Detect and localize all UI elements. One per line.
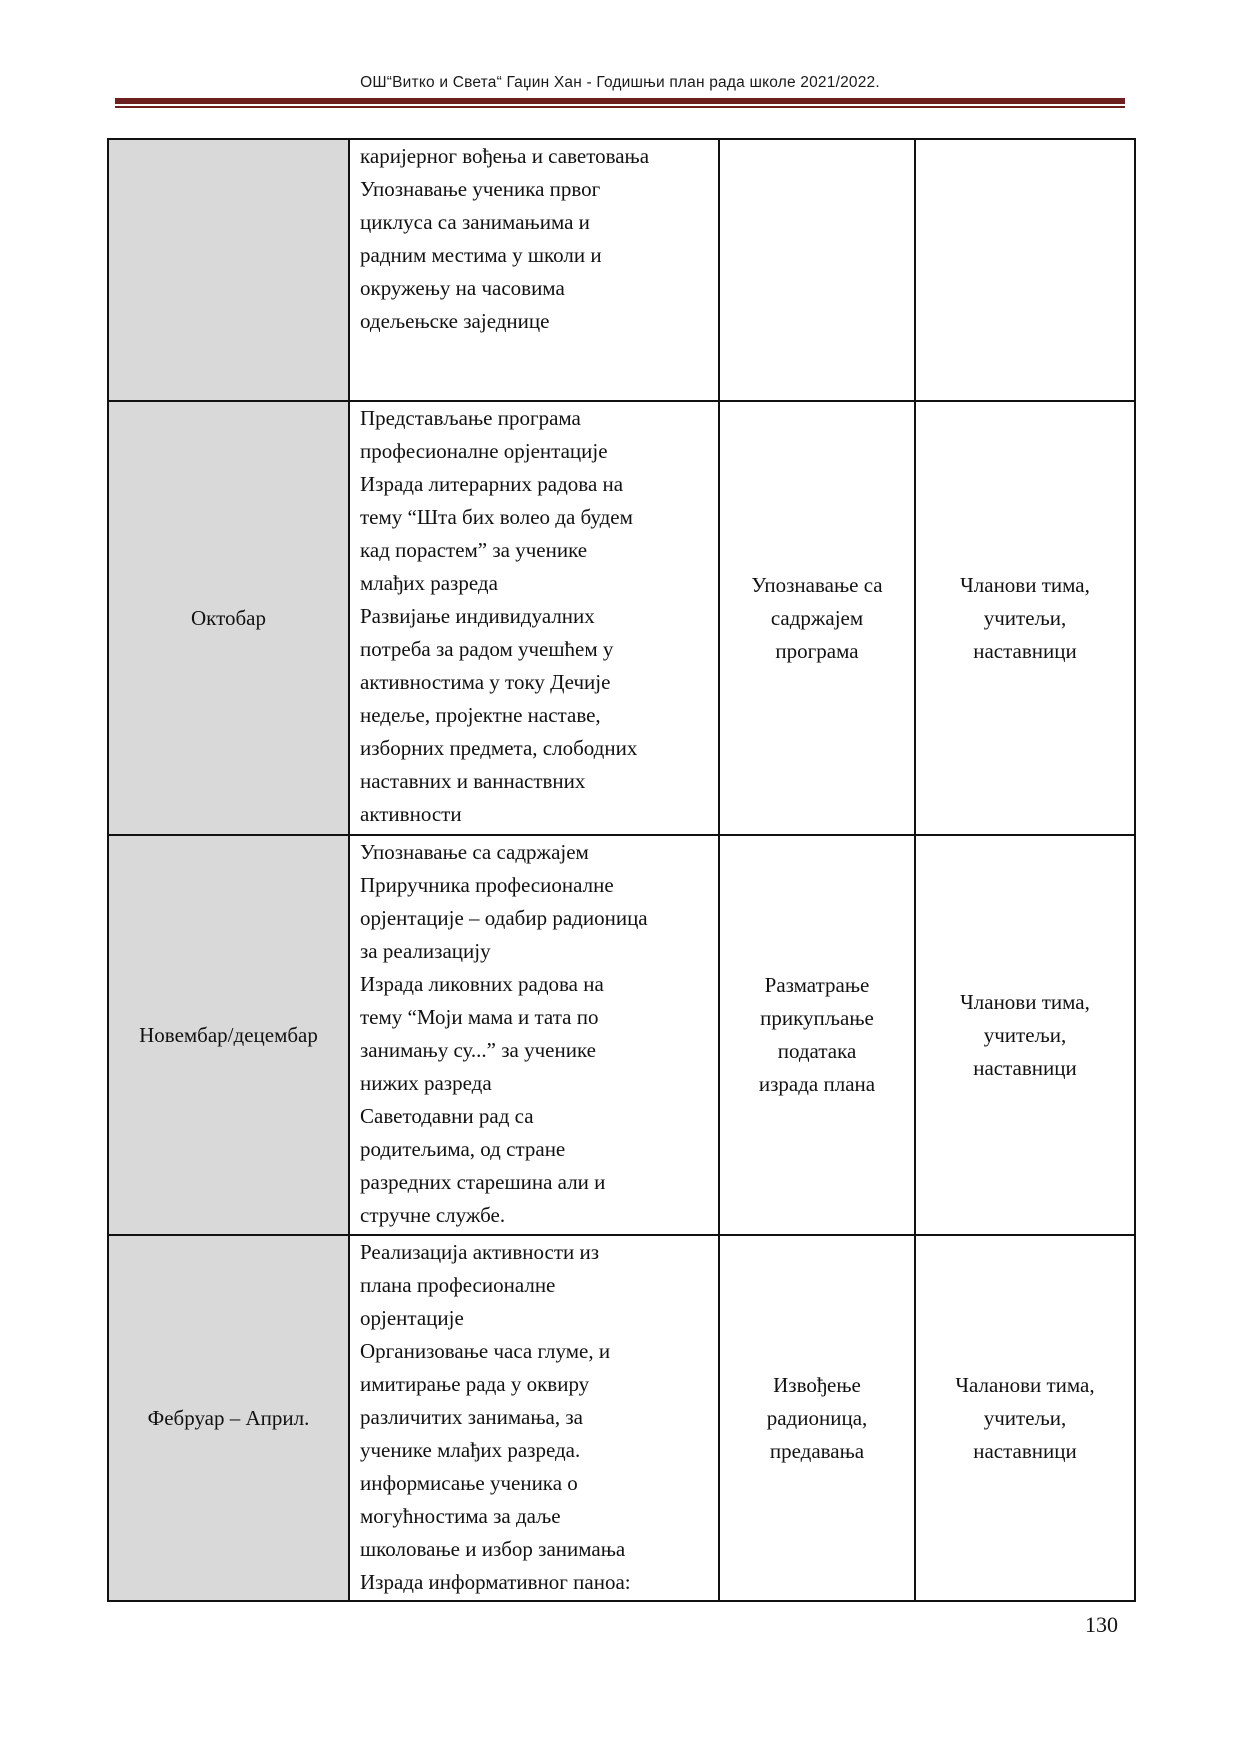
cell-text-line: родитељима, од стране [360, 1137, 566, 1161]
month-cell: Октобар [108, 401, 349, 835]
cell-text-line: прикупљање [760, 1006, 874, 1030]
cell-text-line: активности [360, 802, 462, 826]
cell-text-line: Реализација активности из [360, 1240, 600, 1264]
cell-text-line: одељењске заједнице [360, 309, 550, 333]
cell-text-line: Саветодавни рад са [360, 1104, 534, 1128]
cell-text-line: учитељи, [983, 605, 1067, 630]
page-number: 130 [1085, 1612, 1118, 1637]
table-row [108, 835, 1135, 1235]
cell-text-line: садржајем [770, 605, 864, 630]
cell-text-line: тему “Шта бих волео да будем [360, 505, 633, 529]
table-row [108, 139, 1135, 401]
cell-text-line: разредних старешина али и [360, 1170, 606, 1194]
cell-text-line: орјентације [360, 1306, 464, 1330]
career-guidance-plan-table [107, 138, 1136, 1602]
method-cell [719, 835, 915, 1235]
cell-text-line: информисање ученика о [360, 1471, 578, 1495]
cell-text-line: програма [775, 638, 859, 663]
cell-text-line: Упознавање са [751, 572, 883, 597]
cell-text-line: учитељи, [983, 1405, 1067, 1430]
responsible-cell [915, 401, 1135, 835]
cell-text-line: Разматрање [764, 973, 870, 997]
cell-text-line: Израда информативног паноа: [360, 1570, 631, 1594]
cell-text-line: израда плана [758, 1072, 876, 1096]
method-cell [719, 139, 915, 401]
cell-text-line: предавања [769, 1438, 865, 1463]
document-header-title: ОШ“Витко и Света“ Гаџин Хан - Годишњи план рада школе 2021/2022. [360, 74, 880, 91]
table-row [108, 401, 1135, 835]
cell-text-line: недеље, пројектне наставе, [360, 703, 601, 727]
cell-text-line: могућностима за даље [360, 1504, 561, 1528]
cell-text-line: орјентације – одабир радионица [360, 906, 648, 930]
activities-cell [349, 835, 719, 1235]
responsible-cell [915, 1235, 1135, 1601]
cell-text-line: различитих занимања, за [360, 1405, 583, 1429]
cell-text-line: Упознавање са садржајем [360, 840, 589, 864]
cell-text-line: радним местима у школи и [360, 243, 602, 267]
cell-text-line: изборних предмета, слободних [360, 736, 638, 760]
cell-text-line: наставници [973, 1438, 1077, 1463]
activities-cell [349, 1235, 719, 1601]
month-cell: Новембар/децембар [108, 835, 349, 1235]
table-row [108, 1235, 1135, 1601]
cell-text-line: учитељи, [983, 1022, 1067, 1047]
cell-text-line: Организовање часа глуме, и [360, 1339, 611, 1363]
cell-text-line: каријерног вођења и саветовања [360, 144, 650, 168]
cell-text-line: Приручника професионалне [360, 873, 614, 897]
cell-text-line: Чланови тима, [960, 989, 1090, 1014]
cell-text-line: потреба за радом учешћем у [360, 637, 614, 661]
method-cell [719, 1235, 915, 1601]
cell-text-line: циклуса са занимањима и [360, 210, 590, 234]
cell-text-line: наставници [973, 638, 1077, 663]
cell-text-line: наставних и ваннаствних [360, 769, 586, 793]
cell-text-line: занимању су...” за ученике [360, 1038, 596, 1062]
cell-text-line: радионица, [766, 1405, 868, 1430]
cell-text-line: ученике млађих разреда. [360, 1438, 581, 1462]
cell-text-line: Представљање програма [360, 406, 581, 430]
cell-text-line: Извођење [773, 1372, 861, 1397]
method-cell [719, 401, 915, 835]
cell-text-line: активностима у току Дечије [360, 670, 611, 694]
cell-text-line: Чаланови тима, [955, 1372, 1095, 1397]
header-rule-thin [115, 106, 1125, 108]
cell-text-line: Упознавање ученика првог [360, 177, 601, 201]
cell-text-line: наставници [973, 1055, 1077, 1080]
plan-table-body [108, 139, 1135, 1601]
activities-cell [349, 401, 719, 835]
cell-text-line: за реализацију [360, 939, 491, 963]
activities-cell [349, 139, 719, 401]
cell-text-line: професионалне орјентације [360, 439, 608, 463]
cell-text-line: плана професионалне [360, 1273, 556, 1297]
cell-text-line: окружењу на часовима [360, 276, 565, 300]
cell-text-line: стручне службе. [360, 1203, 506, 1227]
responsible-cell [915, 835, 1135, 1235]
cell-text-line: Чланови тима, [960, 572, 1090, 597]
month-cell: Фебруар – Април. [108, 1235, 349, 1601]
cell-text-line: млађих разреда [360, 571, 498, 595]
header-rule-thick [115, 98, 1125, 104]
cell-text-line: нижих разреда [360, 1071, 492, 1095]
cell-text-line: кад порастем” за ученике [360, 538, 588, 562]
cell-text-line: Израда литерарних радова на [360, 472, 624, 496]
cell-text-line: Израда ликовних радова на [360, 972, 604, 996]
cell-text-line: Развијање индивидуалних [360, 604, 595, 628]
responsible-cell [915, 139, 1135, 401]
cell-text-line: имитирање рада у оквиру [360, 1372, 590, 1396]
cell-text-line: школовање и избор занимања [360, 1537, 626, 1561]
cell-text-line: података [777, 1039, 857, 1063]
month-cell [108, 139, 349, 401]
cell-text-line: тему “Моји мама и тата по [360, 1005, 599, 1029]
